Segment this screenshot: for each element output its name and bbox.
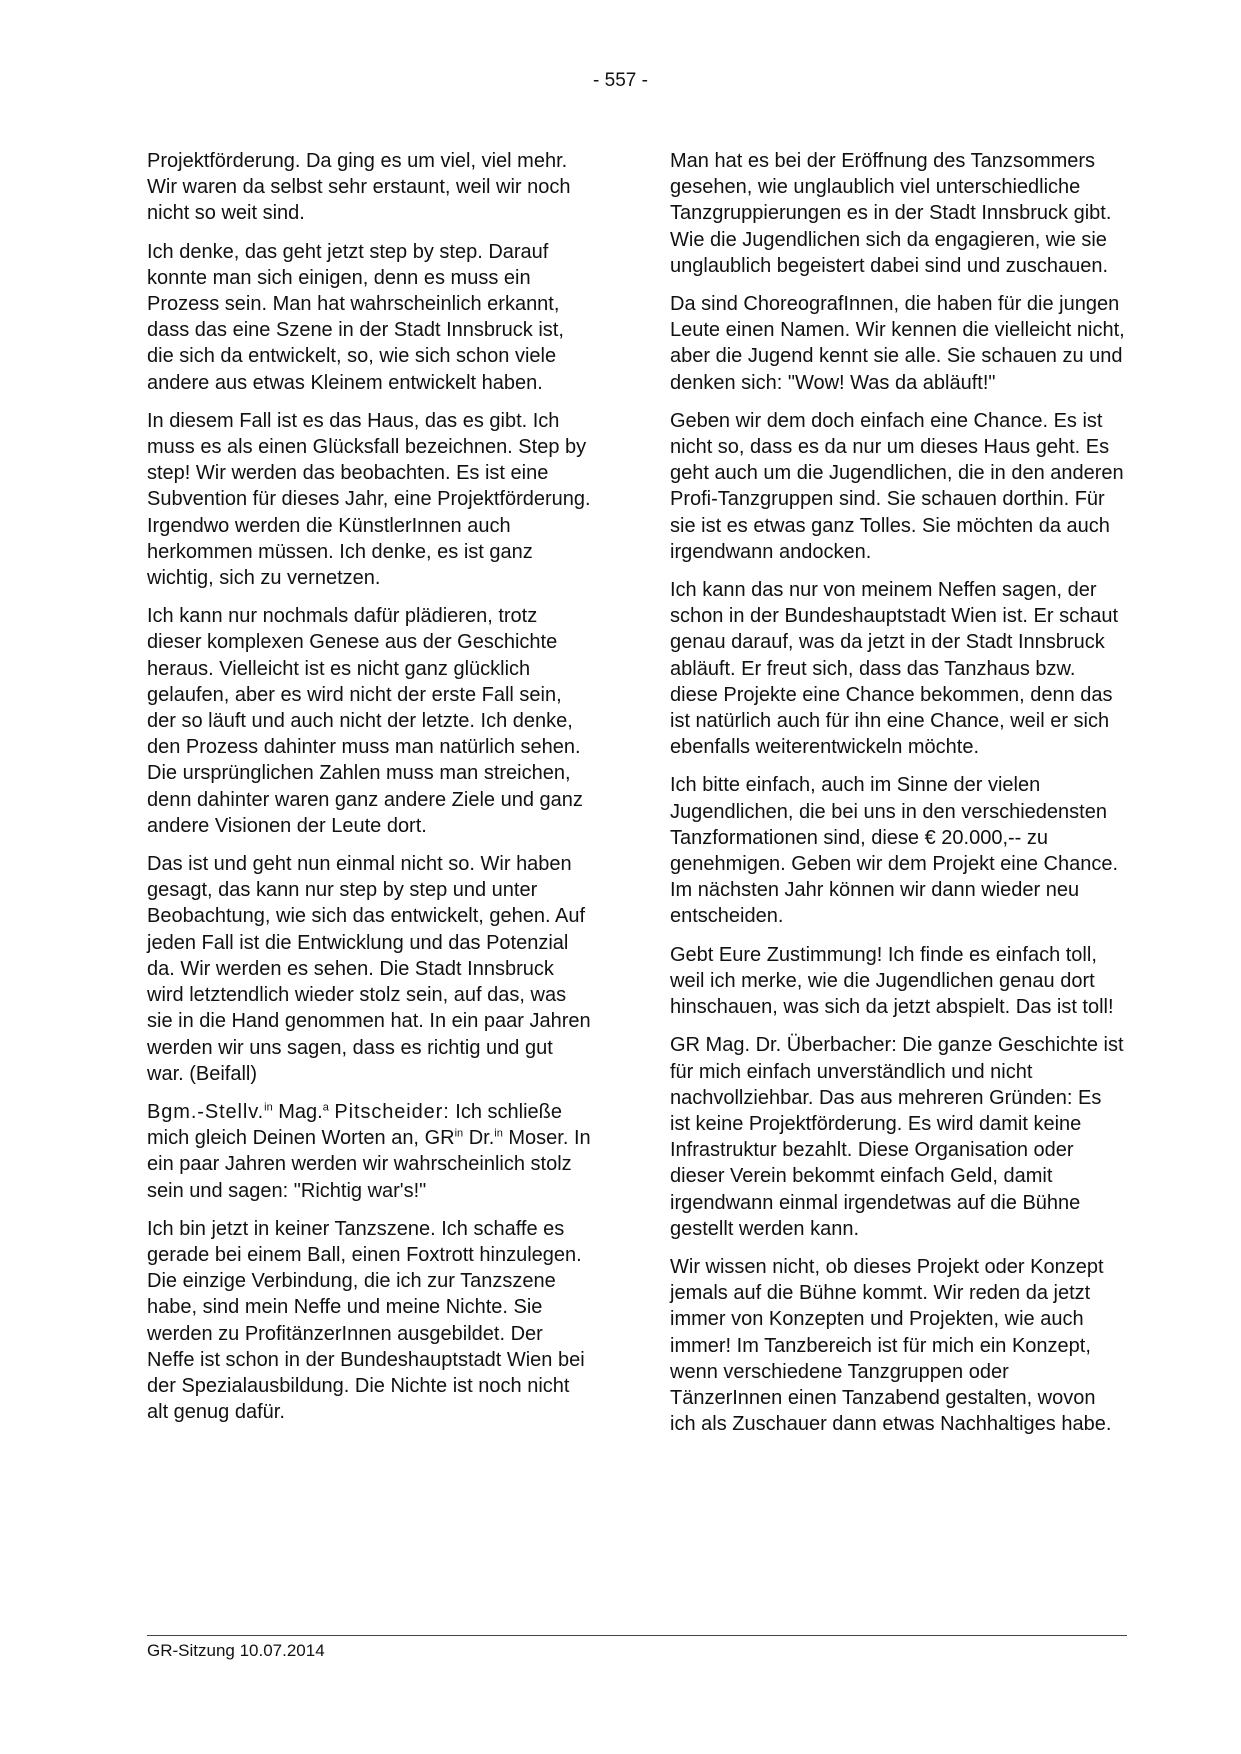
right-column [670,148,1125,1449]
paragraph: Geben wir dem doch einfach eine Chance. Es ist nicht so, dass es da nur um dieses Haus geht. Es geht auch um die Jugendlichen, die in den anderen Profi-Tanzgruppen sind. Sie schauen dorthin. Für sie ist es etwas ganz Tolles. Sie möchten da auch irgendwann andocken. [670,409,1124,563]
speaker-text: Moser. In ein paar Jahren werden wir wahrscheinlich stolz sein und sagen: "Richtig war's!" [147,1127,591,1202]
speaker-title: Dr. [468,1127,495,1150]
paragraph: Ich bin jetzt in keiner Tanzszene. Ich schaffe es gerade bei einem Ball, einen Foxtrott hinzulegen. Die einzige Verbindung, die ich zur Tanzszene habe, sind mein Neffe und meine Nichte. Sie werden zu ProfitänzerInnen ausgebildet. Der Neffe ist schon in der Bundeshauptstadt Wien bei der Spezialausbildung. Die Nichte ist noch nicht alt genug dafür. [147,1217,585,1424]
paragraph: GR Mag. Dr. Überbacher: Die ganze Geschichte ist für mich einfach unverständlich und nicht nachvollziehbar. Das aus mehreren Gründen: Es ist keine Projektförderung. Es wird damit keine Infrastruktur bezahlt. Diese Organisation oder dieser Verein bekommt einfach Geld, damit irgendwann einmal irgendetwas auf die Bühne gestellt werden kann. [670,1034,1124,1240]
superscript: in [454,1127,464,1140]
paragraph: Das ist und geht nun einmal nicht so. Wir haben gesagt, das kann nur step by step und unter Beobachtung, wie sich das entwickelt, gehen. Auf jeden Fall ist die Entwicklung und das Potenzial da. Wir werden es sehen. Die Stadt Innsbruck wird letztendlich wieder stolz sein, auf das, was sie in die Hand genommen hat. In ein paar Jahren werden wir uns sagen, dass es richtig und gut war. (Beifall) [147,853,591,1085]
paragraph: Gebt Eure Zustimmung! Ich finde es einfach toll, weil ich merke, wie die Jugendlichen genau dort hinschauen, was sich da jetzt abspielt. Das ist toll! [670,943,1114,1019]
paragraph: Ich kann das nur von meinem Neffen sagen, der schon in der Bundeshauptstadt Wien ist. Er schaut genau darauf, was da jetzt in der Stadt Innsbruck abläuft. Er freut sich, dass das Tanzhaus bzw. diese Projekte eine Chance bekommen, denn das ist natürlich auch für ihn eine Chance, weil er sich ebenfalls weiterentwickeln möchte. [670,579,1119,759]
left-column [147,148,595,1437]
superscript: in [494,1127,503,1140]
paragraph: Man hat es bei der Eröffnung des Tanzsommers gesehen, wie unglaublich viel unterschiedliche Tanzgruppierungen es in der Stadt Innsbruck gibt. Wie die Jugendlichen sich da engagieren, wie sie unglaublich begeistert dabei sind und zuschauen. [670,150,1112,277]
speaker-title: GR [424,1127,455,1150]
paragraph: In diesem Fall ist es das Haus, das es gibt. Ich muss es als einen Glücksfall bezeichnen. Step by step! Wir werden das beobachten. Es ist eine Subvention für dieses Jahr, eine Projektförderung. Irgendwo werden die KünstlerInnen auch herkommen müssen. Ich denke, es ist ganz wichtig, sich zu vernetzen. [147,409,591,590]
superscript: a [322,1101,329,1114]
superscript: in [264,1101,273,1114]
paragraph: Ich denke, das geht jetzt step by step. Darauf konnte man sich einigen, denn es muss ein Prozess sein. Man hat wahrscheinlich erkannt, dass das eine Szene in der Stadt Innsbruck ist, die sich da entwickelt, so, wie sich schon viele andere aus etwas Kleinem entwickelt haben. [147,240,564,394]
paragraph: Wir wissen nicht, ob dieses Projekt oder Konzept jemals auf die Bühne kommt. Wir reden da jetzt immer von Konzepten und Projekten, wie auch immer! Im Tanzbereich ist für mich ein Konzept, wenn verschiedene Tanzgruppen oder TänzerInnen einen Tanzabend gestalten, wovon ich als Zuschauer dann etwas Nachhaltiges habe. [670,1255,1112,1436]
footer-session-date: GR-Sitzung 10.07.2014 [147,1641,325,1660]
footer-divider [147,1635,1127,1636]
speaker-title: Mag. [278,1100,323,1123]
speaker-paragraph [147,1099,595,1204]
paragraph: Ich bitte einfach, auch im Sinne der vielen Jugendlichen, die bei uns in den verschiedensten Tanzformationen sind, diese € 20.000,-- zu genehmigen. Geben wir dem Projekt eine Chance. Im nächsten Jahr können wir dann wieder neu entscheiden. [670,774,1119,928]
paragraph: Projektförderung. Da ging es um viel, viel mehr. Wir waren da selbst sehr erstaunt, weil wir noch nicht so weit sind. [147,150,571,225]
paragraph: Da sind ChoreografInnen, die haben für die jungen Leute einen Namen. Wir kennen die vielleicht nicht, aber die Jugend kennt sie alle. Sie schauen zu und denken sich: "Wow! Was da abläuft!" [670,293,1125,394]
speaker-name: Pitscheider: [334,1100,450,1123]
speaker-title: Bgm.-Stellv. [147,1100,265,1123]
speaker-text: Ich schließe mich gleich Deinen Worten an, [147,1100,562,1150]
page-number: - 557 - [593,70,648,91]
paragraph: Ich kann nur nochmals dafür plädieren, trotz dieser komplexen Genese aus der Geschichte heraus. Vielleicht ist es nicht ganz glücklich gelaufen, aber es wird nicht der erste Fall sein, der so läuft und auch nicht der letzte. Ich denke, den Prozess dahinter muss man natürlich sehen. Die ursprünglichen Zahlen muss man streichen, denn dahinter waren ganz andere Ziele und ganz andere Visionen der Leute dort. [147,605,583,837]
